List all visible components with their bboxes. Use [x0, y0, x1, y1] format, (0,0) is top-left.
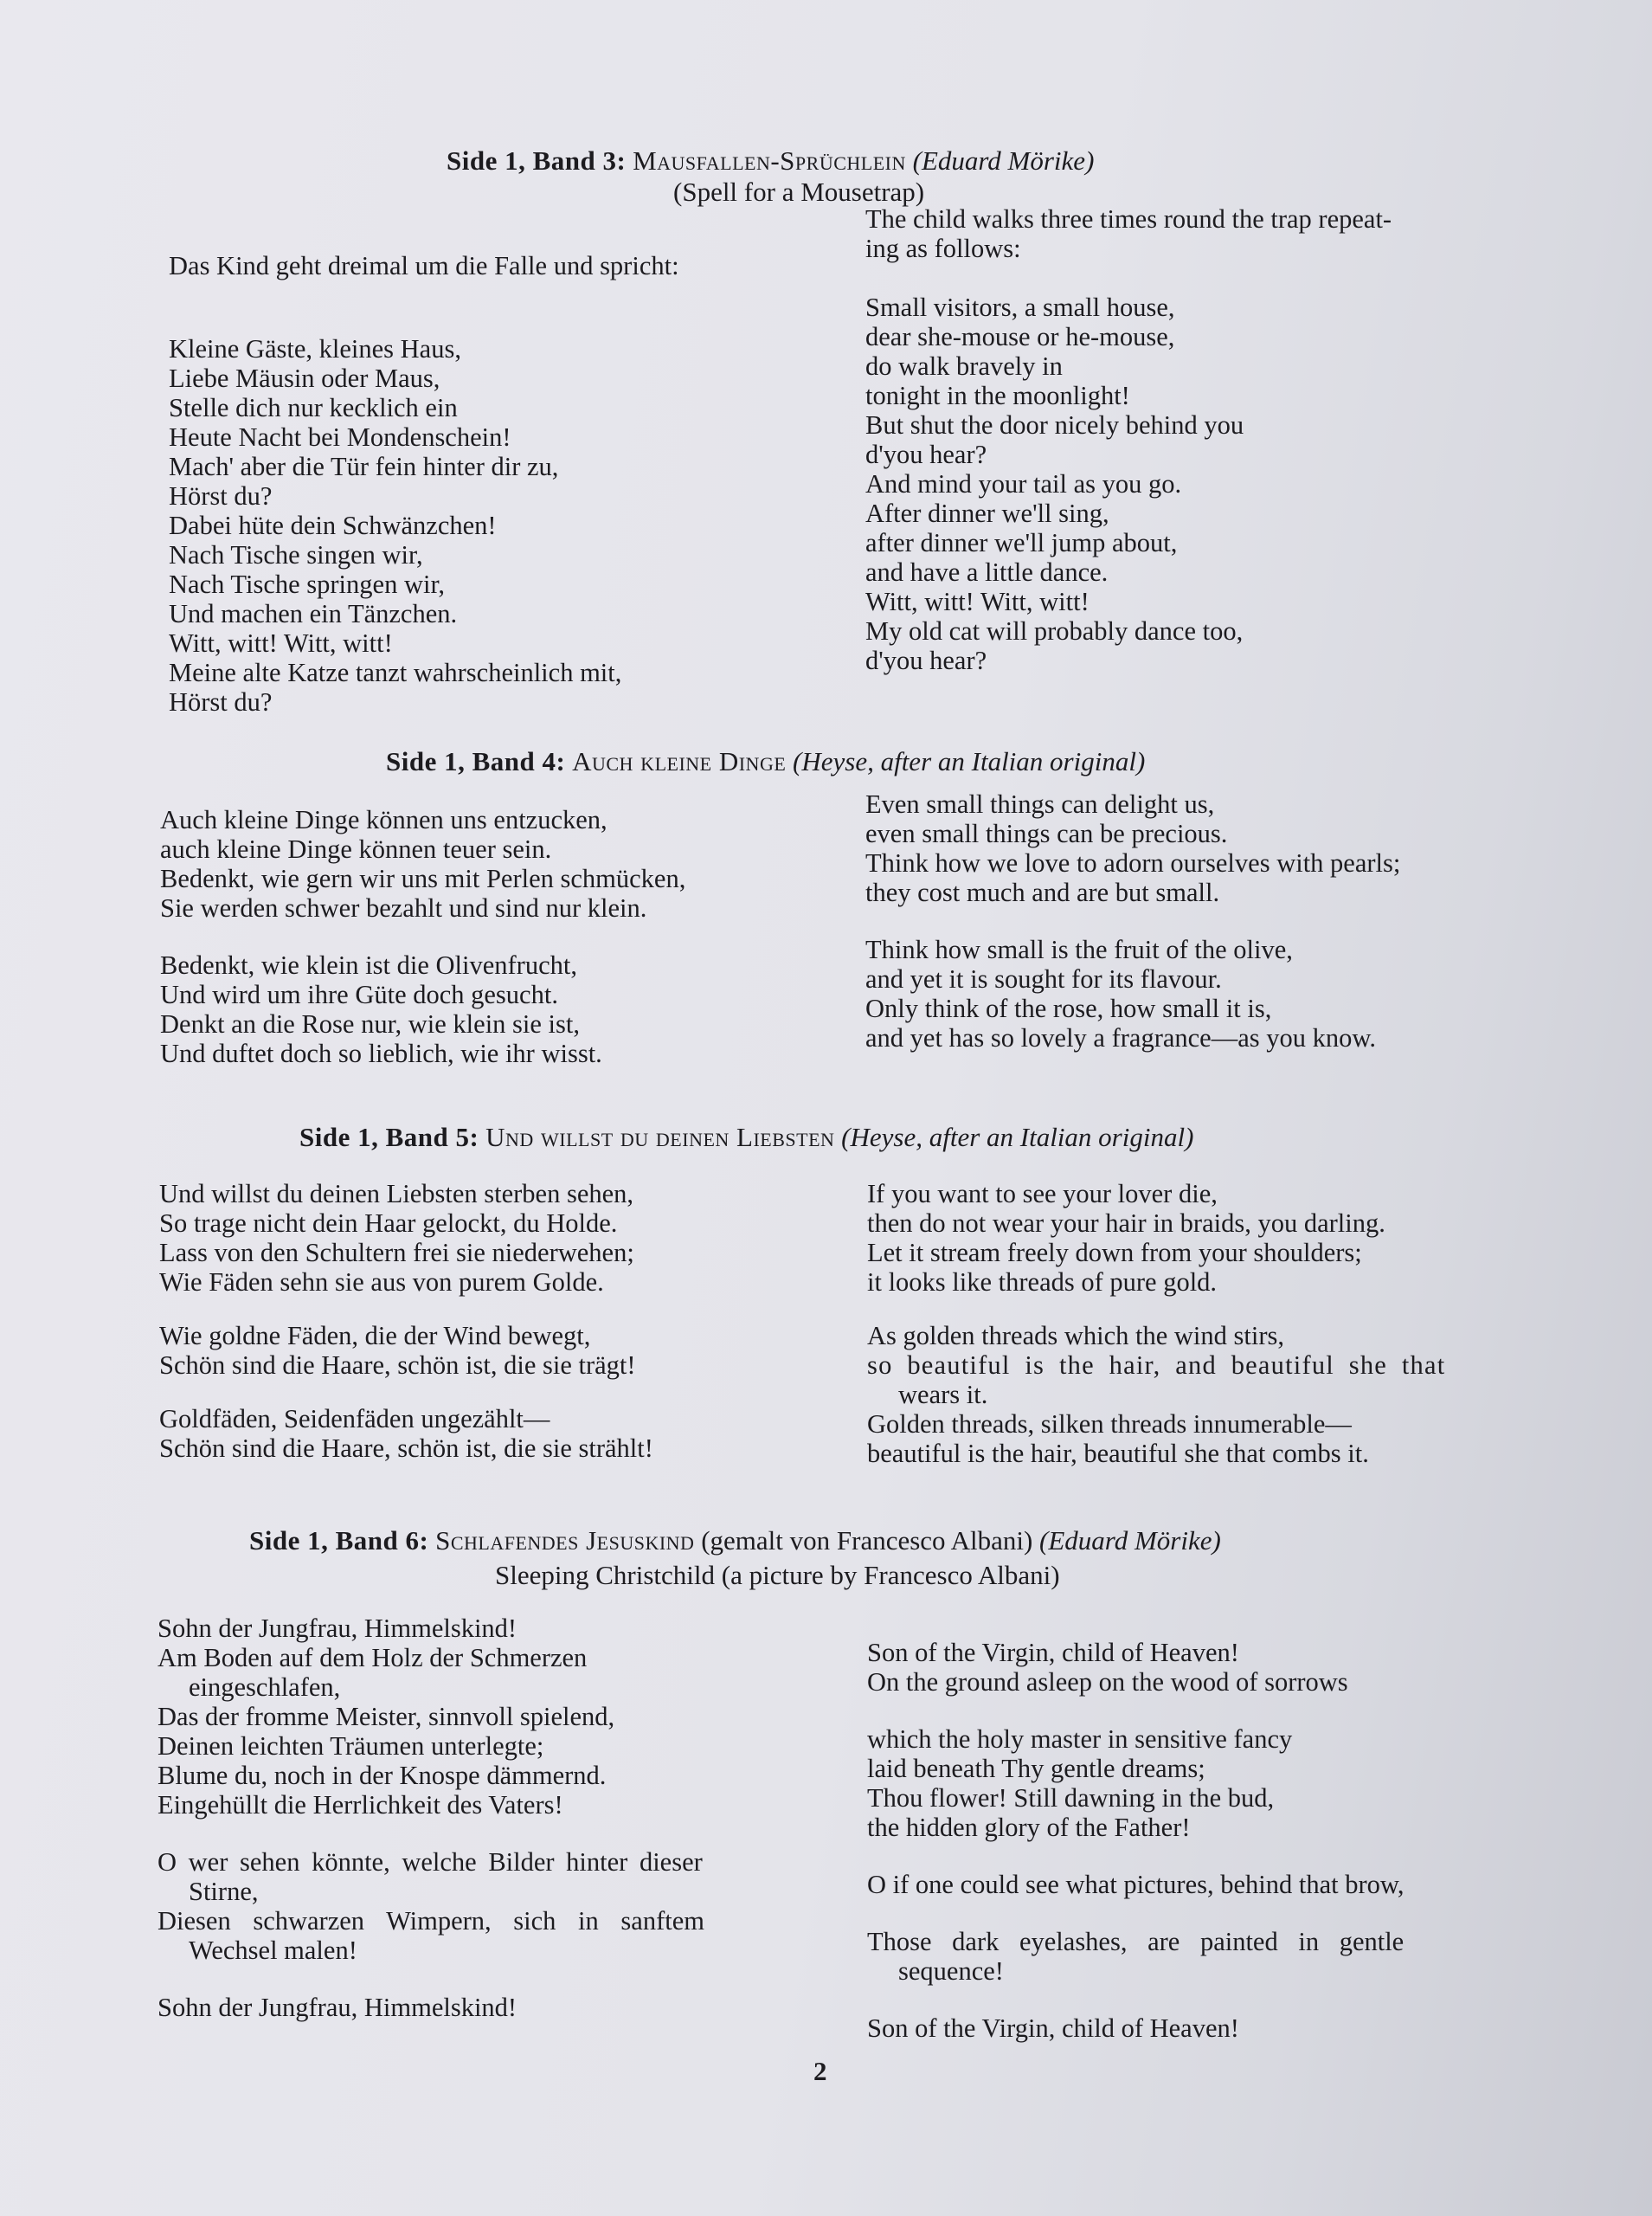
verse-line: Golden threads, silken threads innumerable—: [867, 1409, 1352, 1439]
section-heading-band5: [299, 1122, 1193, 1153]
song-attribution: (Heyse, after an Italian original): [793, 746, 1146, 776]
verse-line: O wer sehen könnte, welche Bilder hinter dieser: [157, 1847, 703, 1877]
verse-line: Kleine Gäste, kleines Haus,: [169, 334, 461, 364]
verse-line: Am Boden auf dem Holz der Schmerzen: [157, 1643, 588, 1672]
verse-line: even small things can be precious.: [865, 819, 1228, 848]
verse-line: Blume du, noch in der Knospe dämmernd.: [157, 1761, 607, 1790]
verse-line: Wie Fäden sehn sie aus von purem Golde.: [159, 1267, 604, 1297]
verse-line: sequence!: [898, 1956, 1004, 1986]
german-text-band6: [157, 1614, 704, 2022]
verse-line: But shut the door nicely behind you: [865, 410, 1244, 440]
verse-line: Hörst du?: [169, 481, 273, 511]
verse-line: The child walks three times round the trap repeat-: [865, 204, 1392, 234]
verse-line: Think how we love to adorn ourselves with pearls;: [865, 848, 1401, 878]
band-label: Side 1, Band 5:: [299, 1122, 479, 1152]
verse-line: After dinner we'll sing,: [865, 499, 1109, 528]
song-title: Auch kleine Dinge: [572, 746, 787, 776]
german-text-band4: [160, 805, 685, 1068]
verse-line: Und willst du deinen Liebsten sterben sehen,: [159, 1179, 634, 1208]
verse-line: ing as follows:: [865, 234, 1021, 263]
verse-line: laid beneath Thy gentle dreams;: [867, 1754, 1205, 1783]
verse-line: Sohn der Jungfrau, Himmelskind!: [157, 1993, 517, 2022]
verse-line: they cost much and are but small.: [865, 878, 1220, 907]
verse-line: Goldfäden, Seidenfäden ungezählt—: [159, 1404, 550, 1433]
english-text-band3: [865, 204, 1392, 675]
verse-line: then do not wear your hair in braids, you darling.: [867, 1208, 1385, 1238]
verse-line: Only think of the rose, how small it is,: [865, 994, 1272, 1023]
verse-line: Sie werden schwer bezahlt und sind nur klein.: [160, 893, 647, 923]
verse-line: Das Kind geht dreimal um die Falle und spricht:: [169, 251, 679, 280]
section-heading-band4: [386, 746, 1145, 777]
song-attribution: (Heyse, after an Italian original): [841, 1122, 1194, 1152]
band-label: Side 1, Band 3:: [447, 145, 627, 176]
english-text-band5: [867, 1179, 1445, 1468]
song-attribution: (Eduard Mörike): [912, 145, 1095, 176]
verse-line: Diesen schwarzen Wimpern, sich in sanftem: [157, 1906, 704, 1936]
verse-line: O if one could see what pictures, behind that brow,: [867, 1870, 1405, 1899]
verse-line: and yet has so lovely a fragrance—as you know.: [865, 1023, 1377, 1053]
section-subtitle-band3: (Spell for a Mousetrap): [673, 177, 925, 207]
verse-line: Nach Tische singen wir,: [169, 540, 423, 570]
verse-line: Bedenkt, wie klein ist die Olivenfrucht,: [160, 950, 577, 980]
verse-line: So trage nicht dein Haar gelockt, du Holde.: [159, 1208, 618, 1238]
verse-line: And mind your tail as you go.: [865, 469, 1182, 499]
verse-line: Nach Tische springen wir,: [169, 570, 445, 599]
verse-line: Let it stream freely down from your shoulders;: [867, 1238, 1362, 1267]
song-title-extra: (gemalt von Francesco Albani): [701, 1525, 1033, 1556]
verse-line: As golden threads which the wind stirs,: [867, 1321, 1284, 1350]
verse-line: Meine alte Katze tanzt wahrscheinlich mit,: [169, 658, 622, 687]
band-label: Side 1, Band 4:: [386, 746, 566, 776]
verse-line: Witt, witt! Witt, witt!: [865, 587, 1090, 616]
verse-line: If you want to see your lover die,: [867, 1179, 1218, 1208]
verse-line: which the holy master in sensitive fancy: [867, 1724, 1293, 1754]
verse-line: tonight in the moonlight!: [865, 381, 1130, 410]
english-text-band4: [865, 789, 1400, 1053]
verse-line: eingeschlafen,: [189, 1672, 341, 1702]
verse-line: Mach' aber die Tür fein hinter dir zu,: [169, 452, 559, 481]
verse-line: beautiful is the hair, beautiful she that combs it.: [867, 1439, 1369, 1468]
verse-line: Witt, witt! Witt, witt!: [169, 628, 393, 658]
verse-line: d'you hear?: [865, 646, 987, 675]
section-heading-band6: [249, 1525, 1221, 1556]
verse-line: and yet it is sought for its flavour.: [865, 964, 1222, 994]
verse-line: Eingehüllt die Herrlichkeit des Vaters!: [157, 1790, 563, 1820]
verse-line: Even small things can delight us,: [865, 789, 1215, 819]
verse-line: Stirne,: [189, 1877, 259, 1906]
verse-line: auch kleine Dinge können teuer sein.: [160, 834, 552, 864]
verse-line: Deinen leichten Träumen unterlegte;: [157, 1731, 544, 1761]
section-subtitle-band6: Sleeping Christchild (a picture by Francesco Albani): [495, 1560, 1060, 1590]
verse-line: Think how small is the fruit of the olive,: [865, 935, 1293, 964]
verse-line: Hörst du?: [169, 687, 273, 717]
verse-line: Thou flower! Still dawning in the bud,: [867, 1783, 1275, 1813]
song-title: Und willst du deinen Liebsten: [485, 1122, 835, 1152]
song-title: Schlafendes Jesuskind: [435, 1525, 695, 1556]
german-text-band5: [159, 1179, 653, 1463]
verse-line: Und machen ein Tänzchen.: [169, 599, 458, 628]
verse-line: Heute Nacht bei Mondenschein!: [169, 422, 511, 452]
verse-line: dear she-mouse or he-mouse,: [865, 322, 1175, 351]
verse-line: Und wird um ihre Güte doch gesucht.: [160, 980, 558, 1009]
verse-line: Bedenkt, wie gern wir uns mit Perlen schmücken,: [160, 864, 686, 893]
verse-line: do walk bravely in: [865, 351, 1063, 381]
verse-line: Sohn der Jungfrau, Himmelskind!: [157, 1614, 517, 1643]
verse-line: and have a little dance.: [865, 557, 1109, 587]
german-text-band3: [169, 251, 679, 717]
verse-line: Son of the Virgin, child of Heaven!: [867, 1638, 1239, 1667]
band-label: Side 1, Band 6:: [249, 1525, 429, 1556]
verse-line: Lass von den Schultern frei sie niederwehen;: [159, 1238, 634, 1267]
verse-line: it looks like threads of pure gold.: [867, 1267, 1218, 1297]
song-attribution: (Eduard Mörike): [1039, 1525, 1221, 1556]
verse-line: Son of the Virgin, child of Heaven!: [867, 2013, 1239, 2043]
verse-line: Und duftet doch so lieblich, wie ihr wisst.: [160, 1039, 602, 1068]
verse-line: after dinner we'll jump about,: [865, 528, 1178, 557]
verse-line: Dabei hüte dein Schwänzchen!: [169, 511, 497, 540]
verse-line: wears it.: [898, 1380, 988, 1409]
verse-line: Auch kleine Dinge können uns entzucken,: [160, 805, 607, 834]
verse-line: Schön sind die Haare, schön ist, die sie strählt!: [159, 1433, 653, 1463]
verse-line: My old cat will probably dance too,: [865, 616, 1244, 646]
verse-line: the hidden glory of the Father!: [867, 1813, 1191, 1842]
page-number: 2: [813, 2056, 827, 2086]
verse-line: Wechsel malen!: [189, 1936, 357, 1965]
verse-line: Schön sind die Haare, schön ist, die sie trägt!: [159, 1350, 636, 1380]
verse-line: d'you hear?: [865, 440, 987, 469]
verse-line: Liebe Mäusin oder Maus,: [169, 364, 440, 393]
verse-line: Das der fromme Meister, sinnvoll spielend,: [157, 1702, 615, 1731]
song-title: Mausfallen-Sprüchlein: [633, 145, 906, 176]
verse-line: so beautiful is the hair, and beautiful she that: [867, 1350, 1446, 1380]
verse-line: Those dark eyelashes, are painted in gentle: [867, 1927, 1405, 1956]
section-heading-band3: [447, 145, 1094, 177]
verse-line: Small visitors, a small house,: [865, 293, 1175, 322]
verse-line: Stelle dich nur kecklich ein: [169, 393, 458, 422]
verse-line: On the ground asleep on the wood of sorrows: [867, 1667, 1348, 1697]
verse-line: Denkt an die Rose nur, wie klein sie ist,: [160, 1009, 580, 1039]
verse-line: Wie goldne Fäden, die der Wind bewegt,: [159, 1321, 591, 1350]
english-text-band6: [867, 1638, 1405, 2043]
